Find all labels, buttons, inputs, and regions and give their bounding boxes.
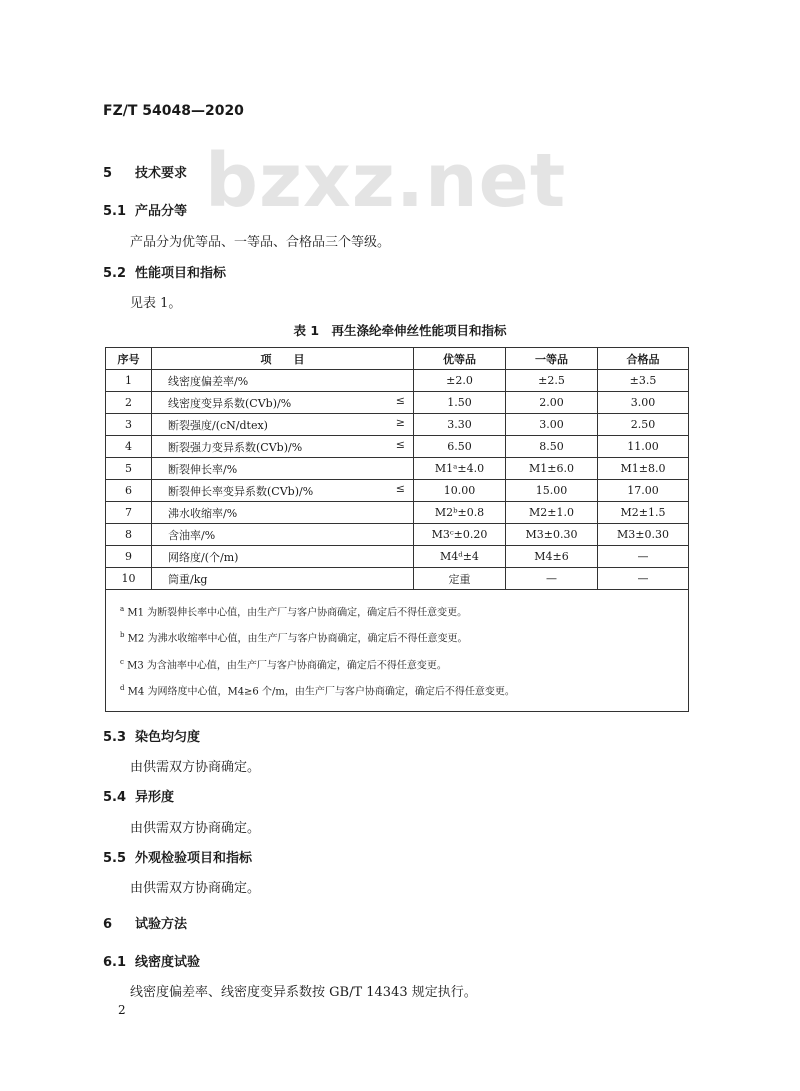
table-row — [106, 414, 689, 436]
section-5-2-heading — [103, 262, 226, 281]
section-title: 试验方法 — [135, 917, 188, 932]
table-row — [106, 546, 689, 568]
section-number: 5.1 — [103, 204, 127, 219]
item-label: 断裂伸长率变异系数(CVb)/% — [168, 484, 314, 498]
footnote-text: M2 为沸水收缩率中心值，由生产厂与客户协商确定，确定后不得任意变更。 — [127, 633, 468, 645]
item-cell — [152, 458, 414, 480]
grade-first: ±2.5 — [506, 370, 598, 392]
section-5-5-body: 由供需双方协商确定。 — [130, 881, 261, 896]
row-number: 9 — [106, 546, 152, 568]
grade-superior: 定重 — [414, 568, 506, 590]
row-number: 2 — [106, 392, 152, 414]
section-title: 性能项目和指标 — [135, 266, 227, 281]
item-label: 沸水收缩率/% — [168, 506, 238, 520]
footnote — [120, 598, 674, 624]
table-footnotes-row — [106, 590, 689, 712]
item-cell — [152, 392, 414, 414]
grade-first: 2.00 — [506, 392, 598, 414]
table-row — [106, 436, 689, 458]
grade-first: M2±1.0 — [506, 502, 598, 524]
item-label: 断裂伸长率/% — [168, 462, 238, 476]
grade-qualified: M1±8.0 — [598, 458, 689, 480]
grade-superior: M1ᵃ±4.0 — [414, 458, 506, 480]
table-caption: 表 1 再生涤纶牵伸丝性能项目和指标 — [293, 323, 507, 338]
row-number: 7 — [106, 502, 152, 524]
item-label: 线密度变异系数(CVb)/% — [168, 396, 292, 410]
footnote-text: M4 为网络度中心值，M4≥6 个/m，由生产厂与客户协商确定，确定后不得任意变更。 — [127, 686, 515, 698]
section-title: 技术要求 — [135, 166, 188, 181]
performance-table — [105, 347, 689, 712]
grade-first: 8.50 — [506, 436, 598, 458]
header-cell: 优等品 — [414, 348, 506, 370]
table-row — [106, 480, 689, 502]
header-cell: 合格品 — [598, 348, 689, 370]
section-title: 染色均匀度 — [135, 730, 201, 745]
section-number: 6 — [103, 917, 113, 932]
grade-first: 3.00 — [506, 414, 598, 436]
header-cell: 序号 — [106, 348, 152, 370]
relation-symbol: ≥ — [395, 416, 405, 429]
table-row — [106, 392, 689, 414]
page-number: 2 — [118, 1003, 126, 1017]
grade-first: M4±6 — [506, 546, 598, 568]
section-number: 5.4 — [103, 790, 127, 805]
standard-code: FZ/T 54048—2020 — [103, 103, 244, 119]
item-cell — [152, 524, 414, 546]
section-title: 线密度试验 — [135, 955, 201, 970]
section-5-5-heading — [103, 847, 252, 866]
footnote-text: M1 为断裂伸长率中心值，由生产厂与客户协商确定，确定后不得任意变更。 — [127, 607, 468, 619]
section-number: 5.3 — [103, 730, 127, 745]
relation-symbol: ≤ — [395, 438, 405, 451]
section-5-4-heading — [103, 786, 174, 805]
row-number: 1 — [106, 370, 152, 392]
item-cell — [152, 414, 414, 436]
footnote — [120, 651, 674, 677]
footnotes-cell — [106, 590, 689, 712]
row-number: 4 — [106, 436, 152, 458]
grade-superior: 1.50 — [414, 392, 506, 414]
grade-superior: M2ᵇ±0.8 — [414, 502, 506, 524]
footnote — [120, 677, 674, 703]
section-6-1-body: 线密度偏差率、线密度变异系数按 GB/T 14343 规定执行。 — [130, 985, 477, 1000]
grade-superior: 6.50 — [414, 436, 506, 458]
watermark: bzxz.net — [205, 138, 567, 224]
item-label: 断裂强度/(cN/dtex) — [168, 418, 268, 432]
table-row — [106, 502, 689, 524]
grade-qualified: — — [598, 546, 689, 568]
section-title: 产品分等 — [135, 204, 188, 219]
section-5-3-heading — [103, 726, 200, 745]
grade-superior: 10.00 — [414, 480, 506, 502]
section-5-heading — [103, 162, 187, 181]
item-label: 筒重/kg — [168, 572, 208, 586]
footnote-mark: a — [120, 605, 125, 613]
item-cell — [152, 502, 414, 524]
grade-first: M3±0.30 — [506, 524, 598, 546]
grade-superior: ±2.0 — [414, 370, 506, 392]
row-number: 8 — [106, 524, 152, 546]
table-row — [106, 458, 689, 480]
section-title: 外观检验项目和指标 — [135, 851, 253, 866]
grade-qualified: 17.00 — [598, 480, 689, 502]
relation-symbol: ≤ — [395, 482, 405, 495]
section-6-1-heading — [103, 951, 200, 970]
footnote-mark: b — [120, 631, 125, 640]
item-label: 含油率/% — [168, 528, 216, 542]
header-cell: 一等品 — [506, 348, 598, 370]
row-number: 6 — [106, 480, 152, 502]
grade-qualified: M2±1.5 — [598, 502, 689, 524]
grade-qualified: 3.00 — [598, 392, 689, 414]
section-number: 6.1 — [103, 955, 127, 970]
grade-superior: M4ᵈ±4 — [414, 546, 506, 568]
footnote-mark: d — [120, 683, 125, 692]
grade-qualified: ±3.5 — [598, 370, 689, 392]
section-6-heading — [103, 913, 187, 932]
section-5-3-body: 由供需双方协商确定。 — [130, 760, 261, 775]
footnote-mark: c — [120, 657, 124, 666]
table-row — [106, 568, 689, 590]
table-row — [106, 370, 689, 392]
section-5-4-body: 由供需双方协商确定。 — [130, 821, 261, 836]
footnote-text: M3 为含油率中心值，由生产厂与客户协商确定，确定后不得任意变更。 — [127, 659, 447, 671]
item-cell — [152, 370, 414, 392]
section-number: 5.2 — [103, 266, 127, 281]
grade-first: 15.00 — [506, 480, 598, 502]
section-5-1-body: 产品分为优等品、一等品、合格品三个等级。 — [130, 235, 391, 250]
relation-symbol: ≤ — [395, 394, 405, 407]
grade-qualified: 2.50 — [598, 414, 689, 436]
item-label: 断裂强力变异系数(CVb)/% — [168, 440, 303, 454]
row-number: 10 — [106, 568, 152, 590]
grade-first: M1±6.0 — [506, 458, 598, 480]
grade-first: — — [506, 568, 598, 590]
grade-qualified: — — [598, 568, 689, 590]
item-cell — [152, 568, 414, 590]
table-row — [106, 524, 689, 546]
grade-superior: M3ᶜ±0.20 — [414, 524, 506, 546]
section-title: 异形度 — [135, 790, 175, 805]
grade-qualified: M3±0.30 — [598, 524, 689, 546]
item-cell — [152, 436, 414, 458]
row-number: 3 — [106, 414, 152, 436]
table-header-row — [106, 348, 689, 370]
grade-superior: 3.30 — [414, 414, 506, 436]
footnote — [120, 624, 674, 650]
item-label: 网络度/(个/m) — [168, 550, 239, 564]
item-cell — [152, 546, 414, 568]
grade-qualified: 11.00 — [598, 436, 689, 458]
item-cell — [152, 480, 414, 502]
section-5-2-body: 见表 1。 — [130, 296, 182, 311]
row-number: 5 — [106, 458, 152, 480]
item-label: 线密度偏差率/% — [168, 374, 249, 388]
section-number: 5 — [103, 166, 113, 181]
section-number: 5.5 — [103, 851, 127, 866]
section-5-1-heading — [103, 200, 187, 219]
header-cell: 项 目 — [152, 348, 414, 370]
